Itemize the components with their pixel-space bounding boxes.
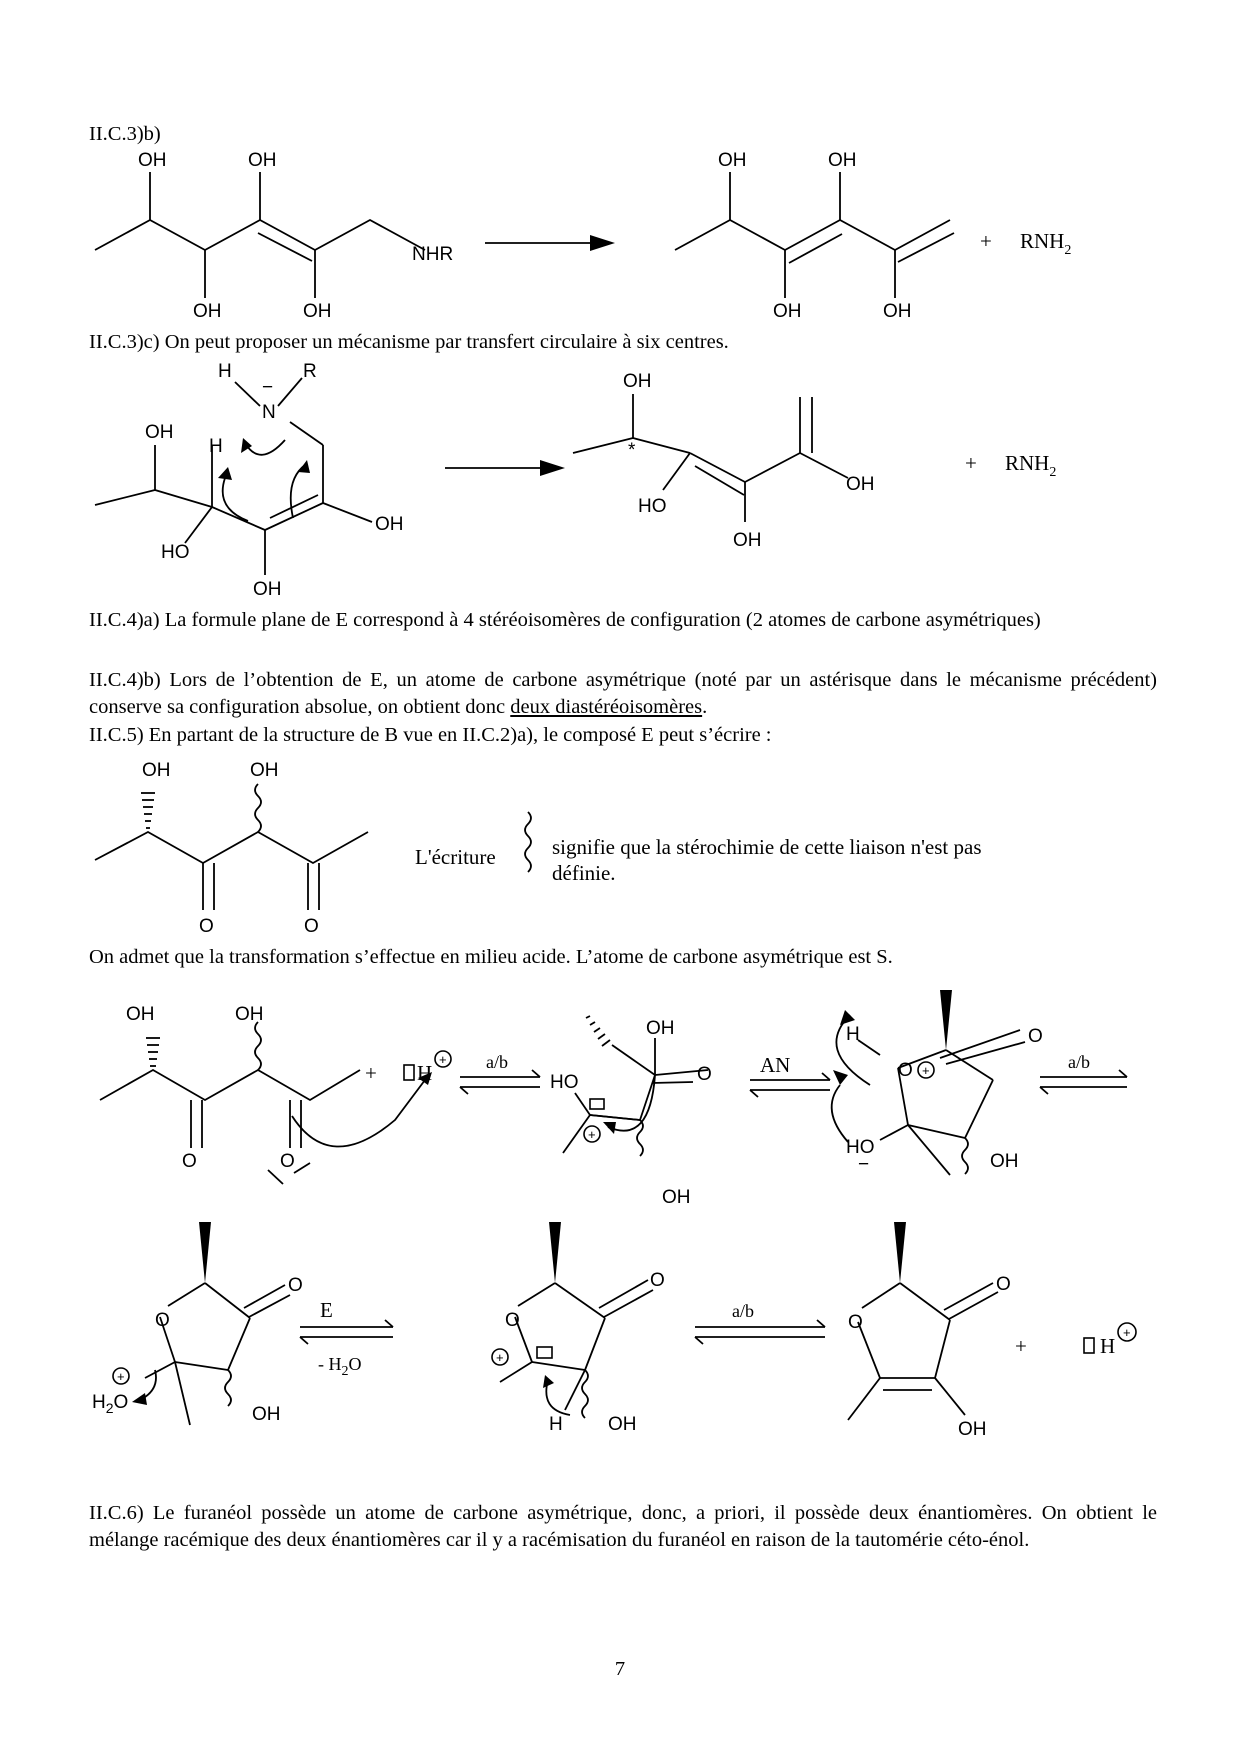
label-ab: a/b — [1068, 1052, 1090, 1072]
reaction-3b — [0, 140, 1240, 340]
plus-charge-sign: + — [1123, 1325, 1131, 1340]
label-o: O — [1028, 1026, 1043, 1047]
six-center-transition-state — [95, 361, 404, 600]
label-h2o: $H_2O$ — [92, 1392, 129, 1416]
label-oh: OH — [646, 1018, 675, 1039]
label-oh: OH — [958, 1419, 987, 1440]
compound-e — [95, 760, 368, 937]
label-ab: a/b — [486, 1052, 508, 1072]
label-oh: OH — [733, 530, 762, 551]
label-oh: OH — [623, 371, 652, 392]
label-minus: − — [858, 1154, 870, 1175]
label-o: O — [280, 1151, 295, 1172]
label-e: E — [320, 1298, 333, 1322]
label-h: H — [1100, 1334, 1116, 1358]
label-o: O — [996, 1274, 1011, 1295]
plus-charge-sign: + — [496, 1350, 504, 1365]
protonated-hemiacetal — [92, 1222, 303, 1425]
paragraph-5: II.C.5) En partant de la structure de B vue en II.C.2)a), le composé E peut s’écrire : — [89, 724, 772, 746]
label-o: O — [848, 1312, 863, 1333]
label-nhr: NHR — [412, 244, 454, 265]
furaneol-product — [848, 1222, 1011, 1440]
label-oh: OH — [252, 1404, 281, 1425]
label-oh: OH — [126, 1004, 155, 1025]
plus-charge-sign: + — [922, 1063, 930, 1078]
paragraph-4a: II.C.4)a) La formule plane de E correspond à 4 stéréoisomères de configuration (2 atomes de carbone asymétriques) — [89, 609, 1041, 631]
label-oh: OH — [303, 301, 332, 322]
plus-charge-sign: + — [439, 1052, 447, 1067]
hashed-bond — [141, 793, 155, 828]
label-r: R — [303, 361, 317, 382]
label-oh: OH — [608, 1414, 637, 1435]
label-ho: HO — [550, 1072, 579, 1093]
lacuna-box — [1084, 1338, 1094, 1353]
reaction-arrow — [445, 460, 565, 476]
label-oh: OH — [142, 760, 171, 781]
byproduct-rnh2: $RNH_2$ — [1020, 229, 1072, 258]
label-oh: OH — [773, 301, 802, 322]
label-oh: OH — [235, 1004, 264, 1025]
label-h: H — [846, 1024, 860, 1045]
label-minus: − — [262, 377, 274, 398]
mechanism-row-2 — [0, 1210, 1240, 1450]
carbocation-intermediate — [492, 1222, 665, 1435]
wavy-bond-legend — [525, 812, 531, 872]
label-oh: OH — [718, 150, 747, 171]
heading-3b: II.C.3)b) — [89, 123, 161, 145]
plus-sign: + — [980, 229, 992, 253]
legend-ecriture: L'écriture — [415, 845, 496, 869]
label-o: O — [199, 916, 214, 937]
intermediate-1 — [550, 1016, 712, 1208]
paragraph-acid: On admet que la transformation s’effectue en milieu acide. L’atome de carbone asymétrique est S. — [89, 946, 893, 968]
label-oh: OH — [250, 760, 279, 781]
legend-text-line2: définie. — [552, 861, 616, 885]
label-o: O — [304, 916, 319, 937]
label-o: O — [182, 1151, 197, 1172]
label-oh: OH — [193, 301, 222, 322]
label-minus-h2o: - $H_2O$ — [318, 1354, 362, 1379]
paragraph-4b: II.C.4)b) Lors de l’obtention de E, un atome de carbone asymétrique (noté par un astérisque dans le mécanisme précédent) conserve sa configuration absolue, on obtient donc deux diastéréoisomères. — [89, 669, 1157, 718]
label-n: N — [262, 402, 276, 423]
label-oh: OH — [248, 150, 277, 171]
equilibrium-arrows — [1040, 1052, 1127, 1094]
label-ho: HO — [161, 542, 190, 563]
label-oh: OH — [883, 301, 912, 322]
plus-sign: + — [965, 451, 977, 475]
equilibrium-arrows-e — [300, 1298, 393, 1379]
product-enediol — [675, 150, 954, 322]
legend-text-line1: signifie que la stérochimie de cette liaison n'est pas — [552, 835, 982, 859]
compound-e-structure — [0, 750, 1240, 940]
heading-3c: II.C.3)c) On peut proposer un mécanisme par transfert circulaire à six centres. — [89, 331, 729, 353]
label-oh: OH — [846, 474, 875, 495]
underlined-term: deux diastéréoisomères — [510, 696, 703, 718]
equilibrium-arrows-an — [750, 1053, 830, 1097]
plus-charge-sign: + — [588, 1127, 596, 1142]
label-h: H — [209, 436, 223, 457]
page-number: 7 — [614, 1658, 626, 1680]
label-o: O — [650, 1270, 665, 1291]
lacuna-box — [537, 1347, 552, 1358]
label-oh: OH — [828, 150, 857, 171]
compound-e-protonation — [100, 1004, 432, 1184]
label-h: H — [549, 1414, 563, 1435]
mechanism-3c — [0, 350, 1240, 610]
intermediate-2 — [832, 990, 1043, 1175]
label-o: O — [288, 1275, 303, 1296]
label-ho: HO — [846, 1137, 875, 1158]
label-oh: OH — [253, 579, 282, 600]
wavy-bond — [255, 784, 261, 832]
paragraph-6: II.C.6) Le furanéol possède un atome de carbone asymétrique, donc, a priori, il possède deux énantiomères. On obtient le mélange racémique des deux énantiomères car il y a racémisation du furanéol en raison de la tautomérie céto-énol. — [89, 1502, 1157, 1551]
lacuna-box — [404, 1065, 414, 1080]
label-oh: OH — [990, 1151, 1019, 1172]
mechanism-row-1 — [0, 970, 1240, 1210]
label-h: H — [417, 1061, 433, 1085]
label-oh: OH — [138, 150, 167, 171]
product-enone — [573, 371, 875, 551]
reaction-arrow — [485, 235, 615, 251]
label-o: O — [898, 1060, 913, 1081]
plus-sign: + — [365, 1061, 377, 1085]
equilibrium-arrows — [460, 1052, 540, 1094]
label-oh: OH — [145, 422, 174, 443]
label-ab: a/b — [732, 1301, 754, 1321]
plus-sign: + — [1015, 1334, 1027, 1358]
label-oh: OH — [375, 514, 404, 535]
asterisk: * — [628, 440, 636, 461]
label-o: O — [697, 1064, 712, 1085]
equilibrium-arrows — [695, 1301, 825, 1344]
byproduct-rnh2: $RNH_2$ — [1005, 451, 1057, 480]
label-h: H — [218, 361, 232, 382]
label-an: AN — [760, 1053, 791, 1077]
label-o: O — [505, 1310, 520, 1331]
label-o: O — [155, 1310, 170, 1331]
label-ho: HO — [638, 496, 667, 517]
lacuna-box — [590, 1099, 604, 1109]
reactant-aminoketose — [95, 150, 453, 322]
label-oh: OH — [662, 1187, 691, 1208]
plus-charge-sign: + — [117, 1369, 125, 1384]
